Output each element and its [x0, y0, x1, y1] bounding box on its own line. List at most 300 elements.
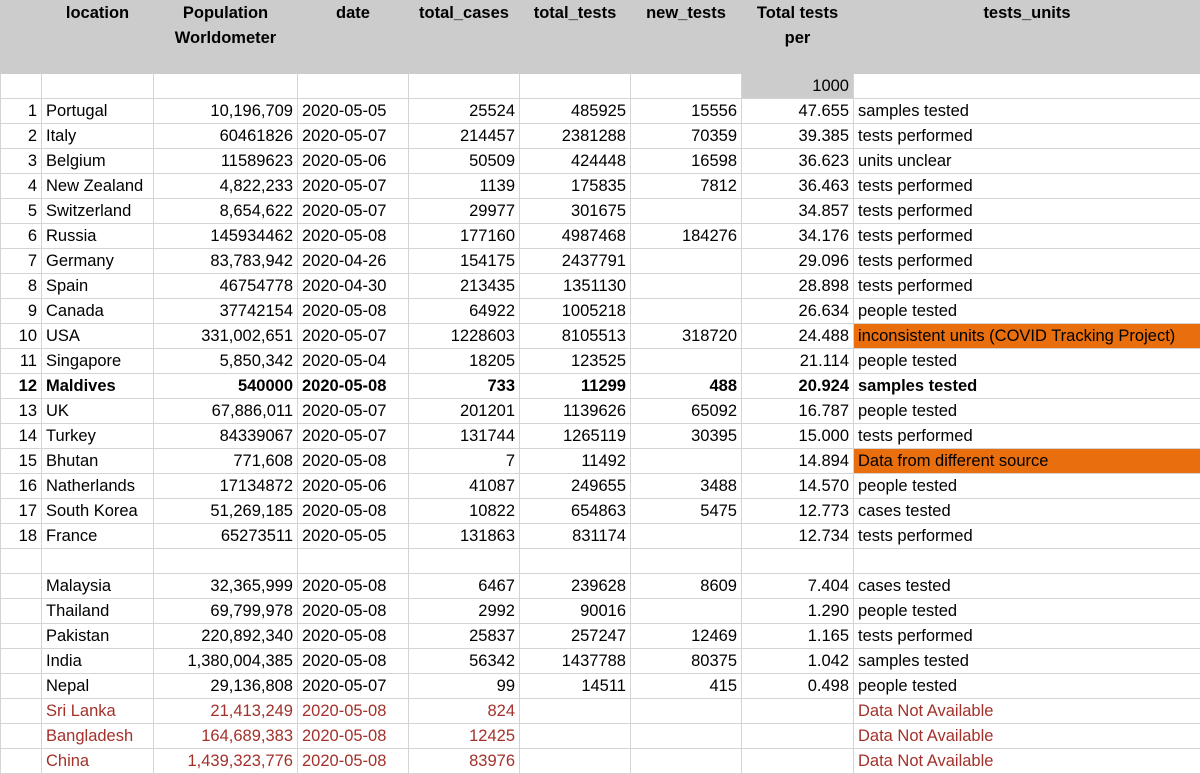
date-cell[interactable]: 2020-05-08: [298, 374, 409, 399]
location-cell[interactable]: New Zealand: [42, 174, 154, 199]
population-cell[interactable]: 83,783,942: [154, 249, 298, 274]
header-per-label-1: Total tests: [757, 4, 838, 22]
population-cell[interactable]: 60461826: [154, 124, 298, 149]
table-row: [1, 349, 1200, 374]
tests-per-thousand-cell[interactable]: [742, 549, 854, 574]
total-cases-cell[interactable]: 29977: [409, 199, 520, 224]
date-cell[interactable]: 2020-05-08: [298, 599, 409, 624]
total-tests-cell[interactable]: 485925: [520, 99, 631, 124]
header-population-label-1: Population: [183, 4, 268, 22]
row-number-cell[interactable]: [1, 624, 42, 649]
table-row: [1, 574, 1200, 599]
total-tests-cell[interactable]: 4987468: [520, 224, 631, 249]
new-tests-cell[interactable]: 415: [631, 674, 742, 699]
tests-units-cell[interactable]: tests performed: [854, 199, 1200, 224]
tests-per-thousand-cell[interactable]: 15.000: [742, 424, 854, 449]
table-row: [1, 124, 1200, 149]
tests-per-thousand-cell[interactable]: 7.404: [742, 574, 854, 599]
table-row: [1, 249, 1200, 274]
population-cell[interactable]: 10,196,709: [154, 99, 298, 124]
tests-units-cell[interactable]: tests performed: [854, 524, 1200, 549]
new-tests-cell[interactable]: 318720: [631, 324, 742, 349]
total-cases-cell[interactable]: 824: [409, 699, 520, 724]
date-cell[interactable]: 2020-05-08: [298, 574, 409, 599]
new-tests-cell[interactable]: 8609: [631, 574, 742, 599]
location-cell[interactable]: Russia: [42, 224, 154, 249]
date-cell[interactable]: 2020-05-06: [298, 474, 409, 499]
location-cell[interactable]: Portugal: [42, 99, 154, 124]
total-cases-cell[interactable]: 6467: [409, 574, 520, 599]
total-tests-cell[interactable]: 257247: [520, 624, 631, 649]
location-cell[interactable]: Bangladesh: [42, 724, 154, 749]
header-tests-units[interactable]: [854, 1, 1200, 74]
row-number-cell[interactable]: 5: [1, 199, 42, 224]
table-row: [1, 649, 1200, 674]
total-cases-cell[interactable]: 99: [409, 674, 520, 699]
per-denominator-cell[interactable]: 1000: [742, 74, 854, 99]
tests-units-cell[interactable]: cases tested: [854, 499, 1200, 524]
population-cell[interactable]: 51,269,185: [154, 499, 298, 524]
new-tests-cell[interactable]: [631, 549, 742, 574]
header-row: [1, 1, 1200, 74]
table-row: [1, 499, 1200, 524]
table-row: [1, 699, 1200, 724]
total-cases-cell[interactable]: 18205: [409, 349, 520, 374]
population-cell[interactable]: 69,799,978: [154, 599, 298, 624]
row-number-cell[interactable]: 1: [1, 99, 42, 124]
new-tests-cell[interactable]: [631, 249, 742, 274]
total-tests-cell[interactable]: 11299: [520, 374, 631, 399]
row-number-cell[interactable]: 15: [1, 449, 42, 474]
tests-per-thousand-cell[interactable]: 1.165: [742, 624, 854, 649]
total-cases-cell[interactable]: 83976: [409, 749, 520, 774]
total-tests-cell[interactable]: 424448: [520, 149, 631, 174]
total-cases-cell[interactable]: 1228603: [409, 324, 520, 349]
population-cell[interactable]: 21,413,249: [154, 699, 298, 724]
location-cell[interactable]: Italy: [42, 124, 154, 149]
new-tests-cell[interactable]: 65092: [631, 399, 742, 424]
row-number-cell[interactable]: [1, 674, 42, 699]
row-number-cell[interactable]: 18: [1, 524, 42, 549]
total-cases-cell[interactable]: 25524: [409, 99, 520, 124]
total-tests-cell[interactable]: 654863: [520, 499, 631, 524]
tests-units-cell[interactable]: tests performed: [854, 224, 1200, 249]
date-cell[interactable]: 2020-05-07: [298, 424, 409, 449]
total-cases-cell[interactable]: 214457: [409, 124, 520, 149]
date-cell[interactable]: 2020-05-08: [298, 649, 409, 674]
table-row: [1, 274, 1200, 299]
population-cell[interactable]: 29,136,808: [154, 674, 298, 699]
total-tests-cell[interactable]: 2381288: [520, 124, 631, 149]
location-cell[interactable]: Sri Lanka: [42, 699, 154, 724]
tests-per-thousand-cell[interactable]: [742, 699, 854, 724]
population-cell[interactable]: 37742154: [154, 299, 298, 324]
population-cell[interactable]: 11589623: [154, 149, 298, 174]
new-tests-cell[interactable]: 70359: [631, 124, 742, 149]
tests-per-thousand-cell[interactable]: 12.734: [742, 524, 854, 549]
header-total-tests[interactable]: [520, 1, 631, 74]
row-number-cell[interactable]: [1, 599, 42, 624]
total-tests-cell[interactable]: 11492: [520, 449, 631, 474]
new-tests-cell[interactable]: 30395: [631, 424, 742, 449]
new-tests-cell[interactable]: [631, 449, 742, 474]
cell[interactable]: [1, 74, 42, 99]
date-cell[interactable]: 2020-05-08: [298, 724, 409, 749]
tests-per-thousand-cell[interactable]: 1.290: [742, 599, 854, 624]
tests-per-thousand-cell[interactable]: 34.176: [742, 224, 854, 249]
total-cases-cell[interactable]: 131863: [409, 524, 520, 549]
total-cases-cell[interactable]: 1139: [409, 174, 520, 199]
population-cell[interactable]: 32,365,999: [154, 574, 298, 599]
population-cell[interactable]: 1,380,004,385: [154, 649, 298, 674]
tests-units-cell[interactable]: samples tested: [854, 99, 1200, 124]
tests-units-cell[interactable]: Data Not Available: [854, 699, 1200, 724]
tests-units-cell[interactable]: [854, 549, 1200, 574]
location-cell[interactable]: France: [42, 524, 154, 549]
tests-per-thousand-cell[interactable]: 24.488: [742, 324, 854, 349]
table-row: [1, 624, 1200, 649]
row-number-cell[interactable]: [1, 724, 42, 749]
row-number-cell[interactable]: 12: [1, 374, 42, 399]
row-number-cell[interactable]: 3: [1, 149, 42, 174]
table-row: [1, 374, 1200, 399]
location-cell[interactable]: Switzerland: [42, 199, 154, 224]
population-cell[interactable]: 164,689,383: [154, 724, 298, 749]
tests-units-cell[interactable]: people tested: [854, 299, 1200, 324]
tests-per-thousand-cell[interactable]: [742, 749, 854, 774]
total-tests-cell[interactable]: 1351130: [520, 274, 631, 299]
row-number-cell[interactable]: 4: [1, 174, 42, 199]
tests-per-thousand-cell[interactable]: 29.096: [742, 249, 854, 274]
cell[interactable]: [409, 74, 520, 99]
header-date-label: date: [336, 4, 370, 22]
population-cell[interactable]: 46754778: [154, 274, 298, 299]
total-tests-cell[interactable]: 123525: [520, 349, 631, 374]
new-tests-cell[interactable]: 488: [631, 374, 742, 399]
total-cases-cell[interactable]: 131744: [409, 424, 520, 449]
new-tests-cell[interactable]: 184276: [631, 224, 742, 249]
date-cell[interactable]: 2020-05-07: [298, 124, 409, 149]
location-cell[interactable]: Belgium: [42, 149, 154, 174]
row-number-cell[interactable]: [1, 649, 42, 674]
date-cell[interactable]: 2020-05-08: [298, 699, 409, 724]
header-population-label-2: Worldometer: [175, 29, 276, 47]
location-cell[interactable]: Germany: [42, 249, 154, 274]
tests-units-cell[interactable]: tests performed: [854, 424, 1200, 449]
location-cell[interactable]: Malaysia: [42, 574, 154, 599]
total-cases-cell[interactable]: 50509: [409, 149, 520, 174]
header-population[interactable]: [154, 1, 298, 74]
tests-per-thousand-cell[interactable]: 20.924: [742, 374, 854, 399]
total-cases-cell[interactable]: 64922: [409, 299, 520, 324]
population-cell[interactable]: 145934462: [154, 224, 298, 249]
total-tests-cell[interactable]: 1005218: [520, 299, 631, 324]
tests-units-cell[interactable]: tests performed: [854, 274, 1200, 299]
location-cell[interactable]: UK: [42, 399, 154, 424]
header-location[interactable]: [42, 1, 154, 74]
total-cases-cell[interactable]: [409, 549, 520, 574]
new-tests-cell[interactable]: [631, 599, 742, 624]
total-tests-cell[interactable]: 831174: [520, 524, 631, 549]
date-cell[interactable]: 2020-05-08: [298, 499, 409, 524]
total-cases-cell[interactable]: 2992: [409, 599, 520, 624]
location-cell[interactable]: China: [42, 749, 154, 774]
tests-units-cell[interactable]: people tested: [854, 674, 1200, 699]
date-cell[interactable]: 2020-05-05: [298, 524, 409, 549]
new-tests-cell[interactable]: [631, 724, 742, 749]
date-cell[interactable]: 2020-05-07: [298, 174, 409, 199]
tests-units-cell[interactable]: samples tested: [854, 649, 1200, 674]
row-number-cell[interactable]: 7: [1, 249, 42, 274]
date-cell[interactable]: 2020-05-04: [298, 349, 409, 374]
table-row: [1, 524, 1200, 549]
date-cell[interactable]: 2020-05-07: [298, 399, 409, 424]
tests-per-thousand-cell[interactable]: 36.463: [742, 174, 854, 199]
denominator-row: [1, 74, 1200, 99]
tests-units-cell[interactable]: tests performed: [854, 124, 1200, 149]
tests-units-cell[interactable]: inconsistent units (COVID Tracking Project): [854, 324, 1200, 349]
new-tests-cell[interactable]: 7812: [631, 174, 742, 199]
tests-units-cell[interactable]: Data from different source: [854, 449, 1200, 474]
table-row: [1, 474, 1200, 499]
table-row: [1, 199, 1200, 224]
table-row: [1, 224, 1200, 249]
table-row: [1, 424, 1200, 449]
row-number-cell[interactable]: 14: [1, 424, 42, 449]
population-cell[interactable]: 771,608: [154, 449, 298, 474]
date-cell[interactable]: 2020-05-08: [298, 449, 409, 474]
total-cases-cell[interactable]: 177160: [409, 224, 520, 249]
total-cases-cell[interactable]: 154175: [409, 249, 520, 274]
cell[interactable]: [631, 74, 742, 99]
tests-units-cell[interactable]: tests performed: [854, 174, 1200, 199]
header-new-tests[interactable]: [631, 1, 742, 74]
total-tests-cell[interactable]: 8105513: [520, 324, 631, 349]
cell[interactable]: [520, 74, 631, 99]
tests-units-cell[interactable]: people tested: [854, 474, 1200, 499]
total-tests-cell[interactable]: [520, 749, 631, 774]
header-location-label: location: [66, 4, 129, 22]
tests-per-thousand-cell[interactable]: 16.787: [742, 399, 854, 424]
header-total-tests-label: total_tests: [534, 4, 617, 22]
cell[interactable]: [854, 74, 1200, 99]
table-row: [1, 174, 1200, 199]
date-cell[interactable]: 2020-05-08: [298, 224, 409, 249]
total-cases-cell[interactable]: 41087: [409, 474, 520, 499]
row-number-cell[interactable]: 10: [1, 324, 42, 349]
header-per-thousand[interactable]: [742, 1, 854, 74]
header-per-label-2: per: [785, 29, 811, 47]
row-number-cell[interactable]: 11: [1, 349, 42, 374]
total-cases-cell[interactable]: 201201: [409, 399, 520, 424]
date-cell[interactable]: 2020-05-08: [298, 624, 409, 649]
total-cases-cell[interactable]: 56342: [409, 649, 520, 674]
location-cell[interactable]: Bhutan: [42, 449, 154, 474]
new-tests-cell[interactable]: 3488: [631, 474, 742, 499]
new-tests-cell[interactable]: [631, 699, 742, 724]
cell[interactable]: [42, 74, 154, 99]
row-number-cell[interactable]: 2: [1, 124, 42, 149]
population-cell[interactable]: 67,886,011: [154, 399, 298, 424]
table-row: [1, 599, 1200, 624]
location-cell[interactable]: [42, 549, 154, 574]
total-tests-cell[interactable]: 239628: [520, 574, 631, 599]
row-number-cell[interactable]: 8: [1, 274, 42, 299]
tests-units-cell[interactable]: people tested: [854, 349, 1200, 374]
table-row: [1, 724, 1200, 749]
date-cell[interactable]: 2020-05-07: [298, 674, 409, 699]
tests-per-thousand-cell[interactable]: 14.570: [742, 474, 854, 499]
date-cell[interactable]: [298, 549, 409, 574]
table-row: [1, 449, 1200, 474]
tests-units-cell[interactable]: people tested: [854, 599, 1200, 624]
population-cell[interactable]: 540000: [154, 374, 298, 399]
tests-per-thousand-cell[interactable]: 39.385: [742, 124, 854, 149]
total-tests-cell[interactable]: 2437791: [520, 249, 631, 274]
date-cell[interactable]: 2020-05-07: [298, 199, 409, 224]
tests-units-cell[interactable]: people tested: [854, 399, 1200, 424]
tests-units-cell[interactable]: samples tested: [854, 374, 1200, 399]
total-tests-cell[interactable]: 1139626: [520, 399, 631, 424]
tests-units-cell[interactable]: tests performed: [854, 249, 1200, 274]
population-cell[interactable]: 5,850,342: [154, 349, 298, 374]
row-number-cell[interactable]: [1, 549, 42, 574]
total-tests-cell[interactable]: 1265119: [520, 424, 631, 449]
total-tests-cell[interactable]: [520, 699, 631, 724]
total-tests-cell[interactable]: [520, 724, 631, 749]
table-row: [1, 674, 1200, 699]
new-tests-cell[interactable]: [631, 349, 742, 374]
total-tests-cell[interactable]: 249655: [520, 474, 631, 499]
date-cell[interactable]: 2020-05-06: [298, 149, 409, 174]
location-cell[interactable]: Pakistan: [42, 624, 154, 649]
total-tests-cell[interactable]: 14511: [520, 674, 631, 699]
table-row: [1, 749, 1200, 774]
table-row: [1, 549, 1200, 574]
tests-per-thousand-cell[interactable]: 28.898: [742, 274, 854, 299]
row-number-cell[interactable]: 9: [1, 299, 42, 324]
new-tests-cell[interactable]: [631, 749, 742, 774]
table-row: [1, 324, 1200, 349]
total-cases-cell[interactable]: 7: [409, 449, 520, 474]
header-date[interactable]: [298, 1, 409, 74]
location-cell[interactable]: Singapore: [42, 349, 154, 374]
tests-per-thousand-cell[interactable]: 26.634: [742, 299, 854, 324]
location-cell[interactable]: USA: [42, 324, 154, 349]
date-cell[interactable]: 2020-05-05: [298, 99, 409, 124]
population-cell[interactable]: 17134872: [154, 474, 298, 499]
row-number-cell[interactable]: 16: [1, 474, 42, 499]
date-cell[interactable]: 2020-04-30: [298, 274, 409, 299]
population-cell[interactable]: 84339067: [154, 424, 298, 449]
population-cell[interactable]: 220,892,340: [154, 624, 298, 649]
new-tests-cell[interactable]: 15556: [631, 99, 742, 124]
header-new-tests-label: new_tests: [646, 4, 726, 22]
table-row: [1, 299, 1200, 324]
new-tests-cell[interactable]: 80375: [631, 649, 742, 674]
tests-per-thousand-cell[interactable]: 21.114: [742, 349, 854, 374]
row-number-cell[interactable]: 6: [1, 224, 42, 249]
location-cell[interactable]: Natherlands: [42, 474, 154, 499]
new-tests-cell[interactable]: [631, 199, 742, 224]
total-tests-cell[interactable]: 175835: [520, 174, 631, 199]
location-cell[interactable]: Turkey: [42, 424, 154, 449]
date-cell[interactable]: 2020-05-08: [298, 299, 409, 324]
population-cell[interactable]: 4,822,233: [154, 174, 298, 199]
tests-units-cell[interactable]: tests performed: [854, 624, 1200, 649]
total-cases-cell[interactable]: 25837: [409, 624, 520, 649]
header-tests-units-label: tests_units: [983, 4, 1070, 22]
total-tests-cell[interactable]: [520, 549, 631, 574]
population-cell[interactable]: 1,439,323,776: [154, 749, 298, 774]
tests-units-cell[interactable]: Data Not Available: [854, 724, 1200, 749]
location-cell[interactable]: Canada: [42, 299, 154, 324]
row-number-cell[interactable]: [1, 574, 42, 599]
header-total-cases[interactable]: [409, 1, 520, 74]
tests-per-thousand-cell[interactable]: 47.655: [742, 99, 854, 124]
new-tests-cell[interactable]: 16598: [631, 149, 742, 174]
date-cell[interactable]: 2020-05-08: [298, 749, 409, 774]
total-cases-cell[interactable]: 12425: [409, 724, 520, 749]
date-cell[interactable]: 2020-04-26: [298, 249, 409, 274]
population-cell[interactable]: 8,654,622: [154, 199, 298, 224]
new-tests-cell[interactable]: 5475: [631, 499, 742, 524]
tests-per-thousand-cell[interactable]: 34.857: [742, 199, 854, 224]
row-number-cell[interactable]: [1, 749, 42, 774]
total-cases-cell[interactable]: 733: [409, 374, 520, 399]
tests-per-thousand-cell[interactable]: 0.498: [742, 674, 854, 699]
tests-units-cell[interactable]: Data Not Available: [854, 749, 1200, 774]
table-row: [1, 149, 1200, 174]
row-number-cell[interactable]: 17: [1, 499, 42, 524]
table-row: [1, 399, 1200, 424]
new-tests-cell[interactable]: [631, 299, 742, 324]
new-tests-cell[interactable]: 12469: [631, 624, 742, 649]
date-cell[interactable]: 2020-05-07: [298, 324, 409, 349]
location-cell[interactable]: Spain: [42, 274, 154, 299]
total-tests-cell[interactable]: 1437788: [520, 649, 631, 674]
new-tests-cell[interactable]: [631, 524, 742, 549]
row-number-cell[interactable]: 13: [1, 399, 42, 424]
tests-per-thousand-cell[interactable]: 12.773: [742, 499, 854, 524]
population-cell[interactable]: 65273511: [154, 524, 298, 549]
tests-per-thousand-cell[interactable]: 36.623: [742, 149, 854, 174]
location-cell[interactable]: Maldives: [42, 374, 154, 399]
total-cases-cell[interactable]: 213435: [409, 274, 520, 299]
new-tests-cell[interactable]: [631, 274, 742, 299]
location-cell[interactable]: India: [42, 649, 154, 674]
location-cell[interactable]: Nepal: [42, 674, 154, 699]
tests-per-thousand-cell[interactable]: [742, 724, 854, 749]
header-corner[interactable]: [1, 1, 42, 74]
tests-units-cell[interactable]: cases tested: [854, 574, 1200, 599]
population-cell[interactable]: [154, 549, 298, 574]
population-cell[interactable]: 331,002,651: [154, 324, 298, 349]
tests-per-thousand-cell[interactable]: 14.894: [742, 449, 854, 474]
total-tests-cell[interactable]: 90016: [520, 599, 631, 624]
tests-units-cell[interactable]: units unclear: [854, 149, 1200, 174]
cell[interactable]: [154, 74, 298, 99]
table-row: [1, 99, 1200, 124]
row-number-cell[interactable]: [1, 699, 42, 724]
total-cases-cell[interactable]: 10822: [409, 499, 520, 524]
tests-per-thousand-cell[interactable]: 1.042: [742, 649, 854, 674]
total-tests-cell[interactable]: 301675: [520, 199, 631, 224]
location-cell[interactable]: South Korea: [42, 499, 154, 524]
header-total-cases-label: total_cases: [419, 4, 509, 22]
cell[interactable]: [298, 74, 409, 99]
location-cell[interactable]: Thailand: [42, 599, 154, 624]
